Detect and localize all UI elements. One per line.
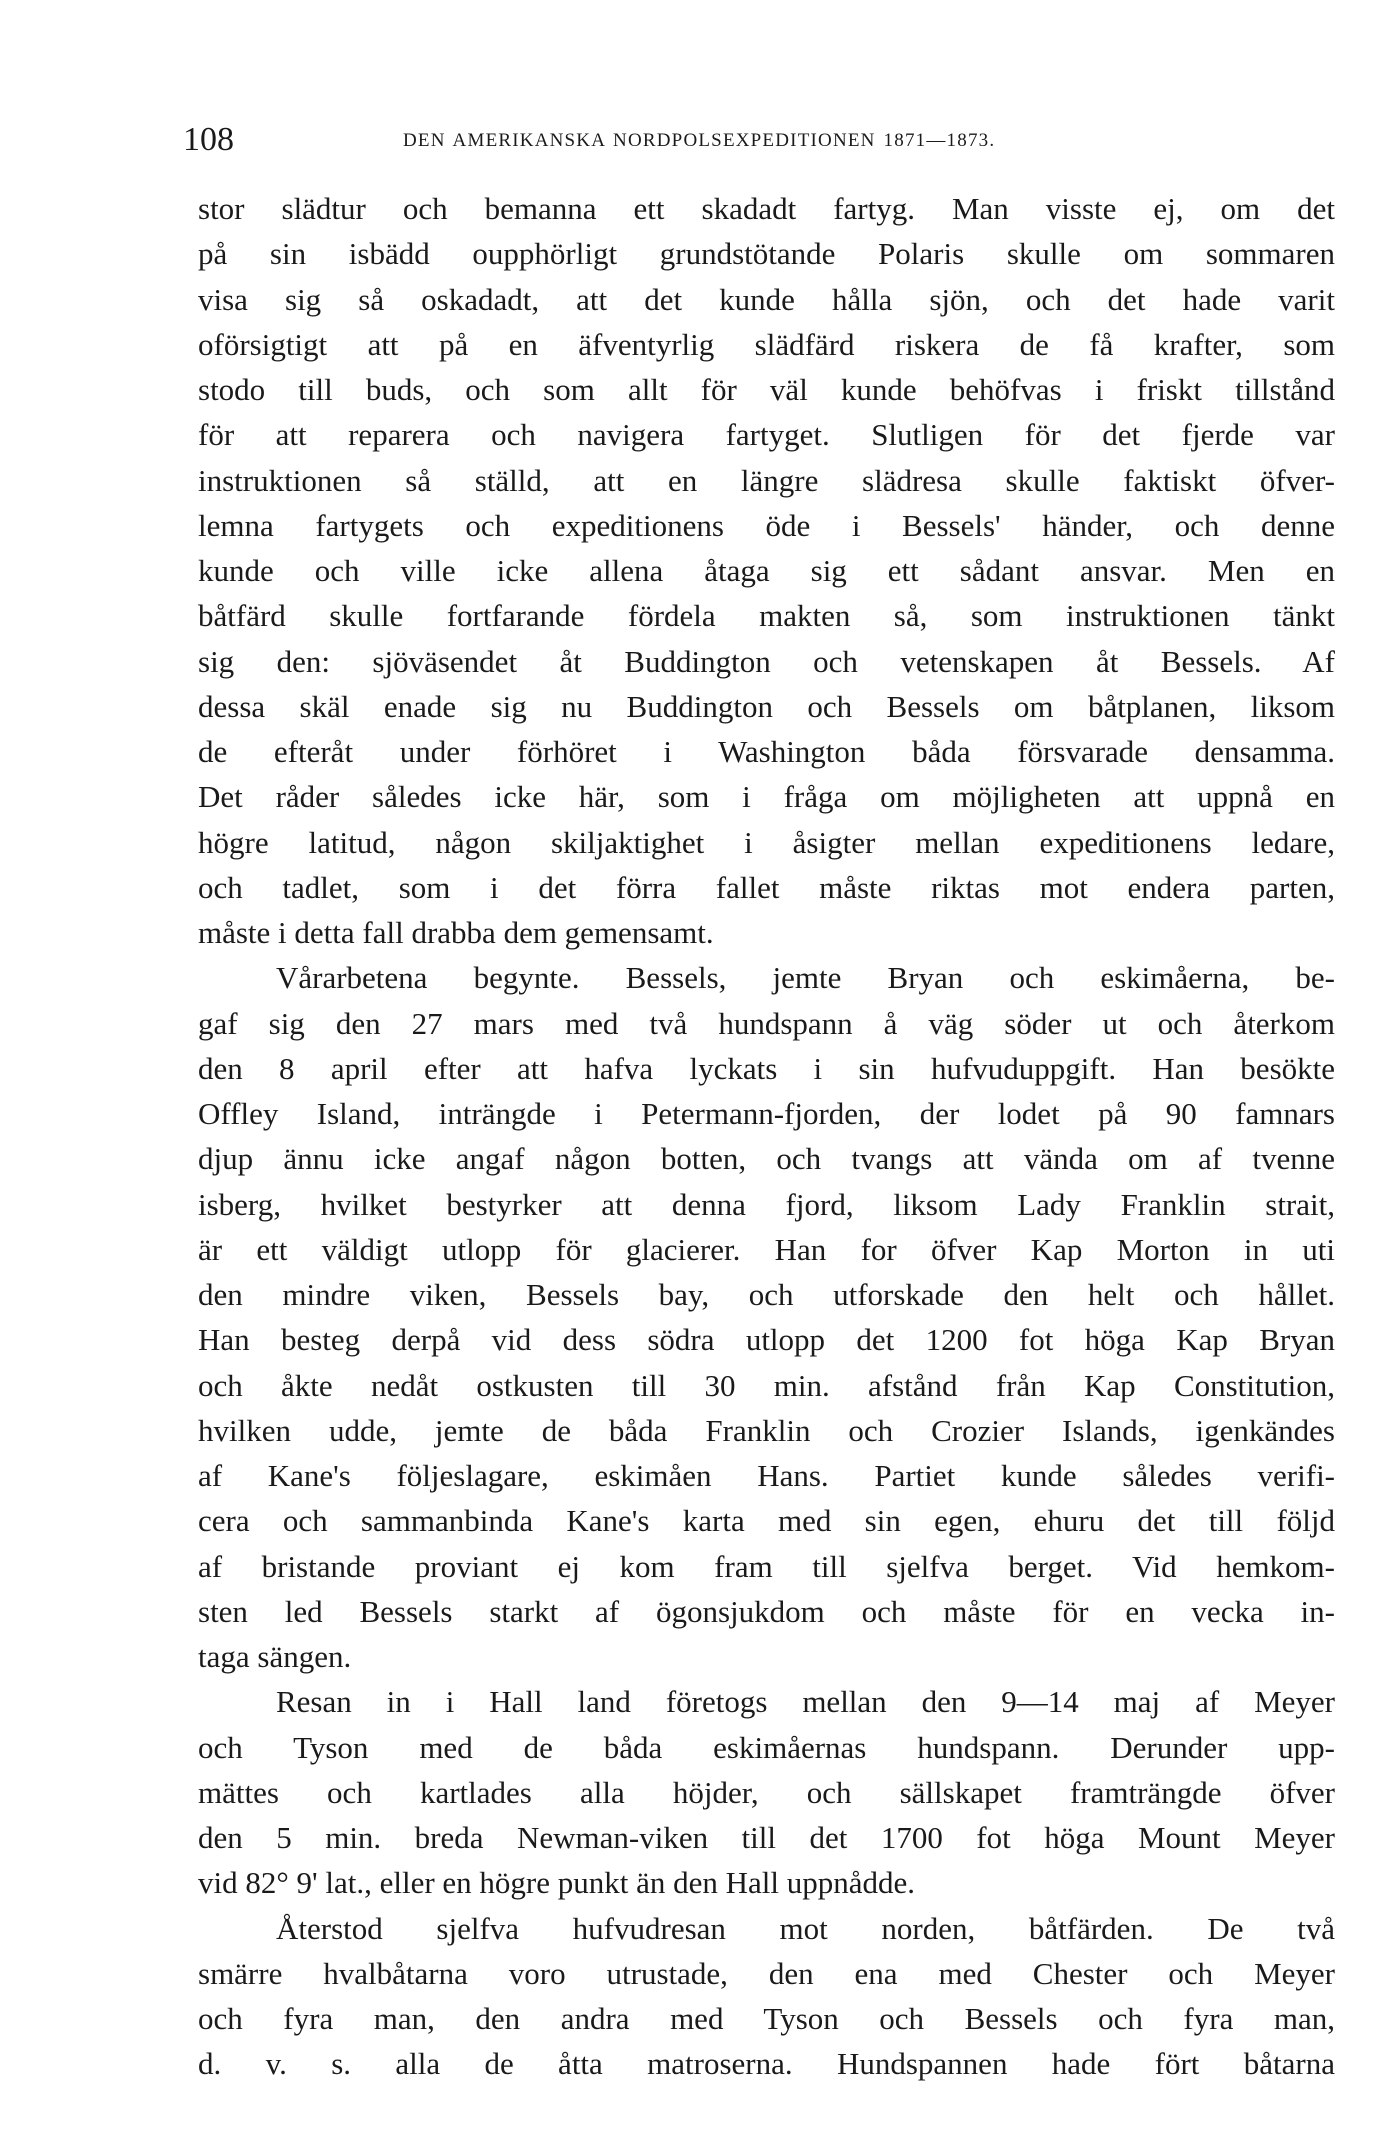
text-line: djup ännu icke angaf någon botten, och tvangs att vända om af tvenne xyxy=(198,1141,1335,1177)
text-line: oförsigtigt att på en äfventyrlig slädfärd riskera de få krafter, som xyxy=(198,326,1335,362)
text-line: smärre hvalbåtarna voro utrustade, den ena med Chester och Meyer xyxy=(198,1955,1335,1991)
text-line: måste i detta fall drabba dem gemensamt. xyxy=(198,915,714,950)
text-line: instruktionen så ställd, att en längre slädresa skulle faktiskt öfver- xyxy=(198,462,1335,498)
text-line: den 8 april efter att hafva lyckats i sin hufvuduppgift. Han besökte xyxy=(198,1050,1335,1086)
page-number: 108 xyxy=(183,121,234,158)
text-line: d. v. s. alla de åtta matroserna. Hundspannen hade fört båtarna xyxy=(198,2046,1335,2082)
body-text xyxy=(198,186,1335,2087)
text-line: den mindre viken, Bessels bay, och utforskade den helt och hållet. xyxy=(198,1277,1335,1312)
text-line: stodo till buds, och som allt för väl kunde behöfvas i friskt tillstånd xyxy=(198,372,1335,407)
text-line: och tadlet, som i det förra fallet måste riktas mot endera parten, xyxy=(198,869,1335,905)
text-line: af Kane's följeslagare, eskimåen Hans. Partiet kunde således verifi- xyxy=(198,1458,1335,1493)
text-line: stor slädtur och bemanna ett skadadt fartyg. Man visste ej, om det xyxy=(198,191,1335,226)
running-head xyxy=(183,120,1313,160)
text-line: hvilken udde, jemte de båda Franklin och Crozier Islands, igenkändes xyxy=(198,1412,1335,1448)
text-line: de efteråt under förhöret i Washington båda försvarade densamma. xyxy=(198,734,1335,769)
text-line: kunde och ville icke allena åtaga sig ett sådant ansvar. Men en xyxy=(198,553,1335,588)
text-line: den 5 min. breda Newman-viken till det 1700 fot höga Mount Meyer xyxy=(198,1820,1335,1855)
text-line: båtfärd skulle fortfarande fördela makten så, som instruktionen tänkt xyxy=(198,598,1335,634)
text-line: visa sig så oskadadt, att det kunde hålla sjön, och det hade varit xyxy=(198,281,1335,317)
text-line: sten led Bessels starkt af ögonsjukdom och måste för en vecka in- xyxy=(198,1593,1335,1629)
text-line: Vårarbetena begynte. Bessels, jemte Bryan och eskimåerna, be- xyxy=(276,960,1335,996)
text-line: Resan in i Hall land företogs mellan den 9—14 maj af Meyer xyxy=(276,1684,1335,1720)
text-line: mättes och kartlades alla höjder, och sällskapet framträngde öfver xyxy=(198,1774,1335,1810)
text-line: för att reparera och navigera fartyget. Slutligen för det fjerde var xyxy=(198,417,1335,453)
text-line: på sin isbädd oupphörligt grundstötande Polaris skulle om sommaren xyxy=(198,236,1335,272)
text-line: lemna fartygets och expeditionens öde i Bessels' händer, och denne xyxy=(198,507,1335,543)
text-line: dessa skäl enade sig nu Buddington och Bessels om båtplanen, liksom xyxy=(198,688,1335,724)
text-line: högre latitud, någon skiljaktighet i åsigter mellan expeditionens ledare, xyxy=(198,824,1335,860)
text-line: sig den: sjöväsendet åt Buddington och vetenskapen åt Bessels. Af xyxy=(198,643,1335,679)
text-line: Det råder således icke här, som i fråga om möjligheten att uppnå en xyxy=(198,779,1335,815)
text-line: och åkte nedåt ostkusten till 30 min. afstånd från Kap Constitution, xyxy=(198,1367,1335,1403)
text-line: taga sängen. xyxy=(198,1639,352,1674)
text-line: och fyra man, den andra med Tyson och Bessels och fyra man, xyxy=(198,2001,1335,2036)
text-line: isberg, hvilket bestyrker att denna fjord, liksom Lady Franklin strait, xyxy=(198,1186,1335,1222)
text-line: vid 82° 9' lat., eller en högre punkt än den Hall uppnådde. xyxy=(198,1865,916,1901)
text-line: och Tyson med de båda eskimåernas hundspann. Derunder upp- xyxy=(198,1729,1335,1765)
running-title: DEN AMERIKANSKA NORDPOLSEXPEDITIONEN 1871—1873. xyxy=(403,130,996,151)
text-line: cera och sammanbinda Kane's karta med sin egen, ehuru det till följd xyxy=(198,1503,1335,1539)
text-line: är ett väldigt utlopp för glacierer. Han for öfver Kap Morton in uti xyxy=(198,1231,1335,1267)
text-line: Offley Island, inträngde i Petermann-fjorden, der lodet på 90 famnars xyxy=(198,1096,1335,1131)
text-line: af bristande proviant ej kom fram till sjelfva berget. Vid hemkom- xyxy=(198,1548,1335,1584)
text-line: Han besteg derpå vid dess södra utlopp det 1200 fot höga Kap Bryan xyxy=(198,1322,1335,1358)
text-line: Återstod sjelfva hufvudresan mot norden, båtfärden. De två xyxy=(276,1910,1335,1946)
text-line: gaf sig den 27 mars med två hundspann å väg söder ut och återkom xyxy=(198,1005,1335,1041)
